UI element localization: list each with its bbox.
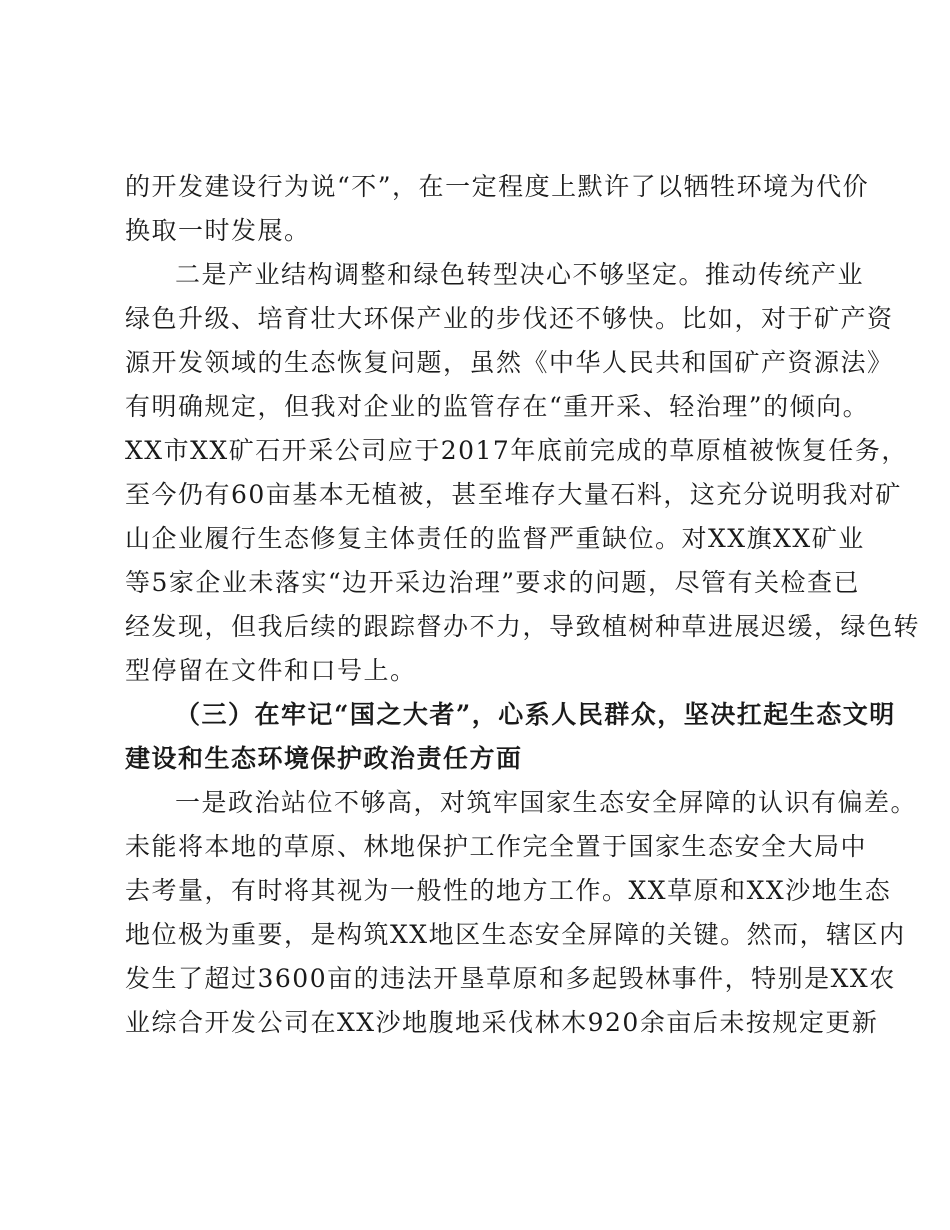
text-line-5: 源开发领域的生态恢复问题，虽然《中华人民共和国矿产资源法》	[125, 348, 894, 377]
text-line-19: 发生了超过3600亩的违法开垦草原和多起毁林事件，特别是XX农	[125, 964, 896, 993]
text-line-8: 至今仍有60亩基本无植被，甚至堆存大量石料，这充分说明我对矿	[125, 480, 902, 509]
text-line-7: XX市XX矿石开采公司应于2017年底前完成的草原植被恢复任务，	[125, 436, 908, 465]
section-heading-line-1: （三）在牢记“国之大者”，心系人民群众，坚决扛起生态文明	[175, 700, 896, 729]
text-line-10: 等5家企业未落实“边开采边治理”要求的问题，尽管有关检查已	[125, 568, 860, 597]
text-line-9: 山企业履行生态修复主体责任的监督严重缺位。对XX旗XX矿业	[125, 524, 865, 553]
paragraph-line-15: 一是政治站位不够高，对筑牢国家生态安全屏障的认识有偏差。	[175, 788, 918, 817]
text-line-16: 未能将本地的草原、林地保护工作完全置于国家生态安全大局中	[125, 832, 868, 861]
text-line-2: 换取一时发展。	[125, 216, 311, 245]
text-line-12: 型停留在文件和口号上。	[125, 656, 417, 685]
text-line-20: 业综合开发公司在XX沙地腹地采伐林木920余亩后未按规定更新	[125, 1008, 879, 1037]
text-line-4: 绿色升级、培育壮大环保产业的步伐还不够快。比如，对于矿产资	[125, 304, 894, 333]
text-line-17: 去考量，有时将其视为一般性的地方工作。XX草原和XX沙地生态	[125, 876, 892, 905]
text-line-1: 的开发建设行为说“不”，在一定程度上默许了以牺牲环境为代价	[125, 172, 870, 201]
text-line-18: 地位极为重要，是构筑XX地区生态安全屏障的关键。然而，辖区内	[125, 920, 906, 949]
text-line-11: 经发现，但我后续的跟踪督办不力，导致植树种草进展迟缓，绿色转	[125, 612, 921, 641]
section-heading-line-2: 建设和生态环境保护政治责任方面	[125, 744, 523, 773]
text-line-6: 有明确规定，但我对企业的监管存在“重开采、轻治理”的倾向。	[125, 392, 870, 421]
paragraph-line-3: 二是产业结构调整和绿色转型决心不够坚定。推动传统产业	[175, 260, 865, 289]
